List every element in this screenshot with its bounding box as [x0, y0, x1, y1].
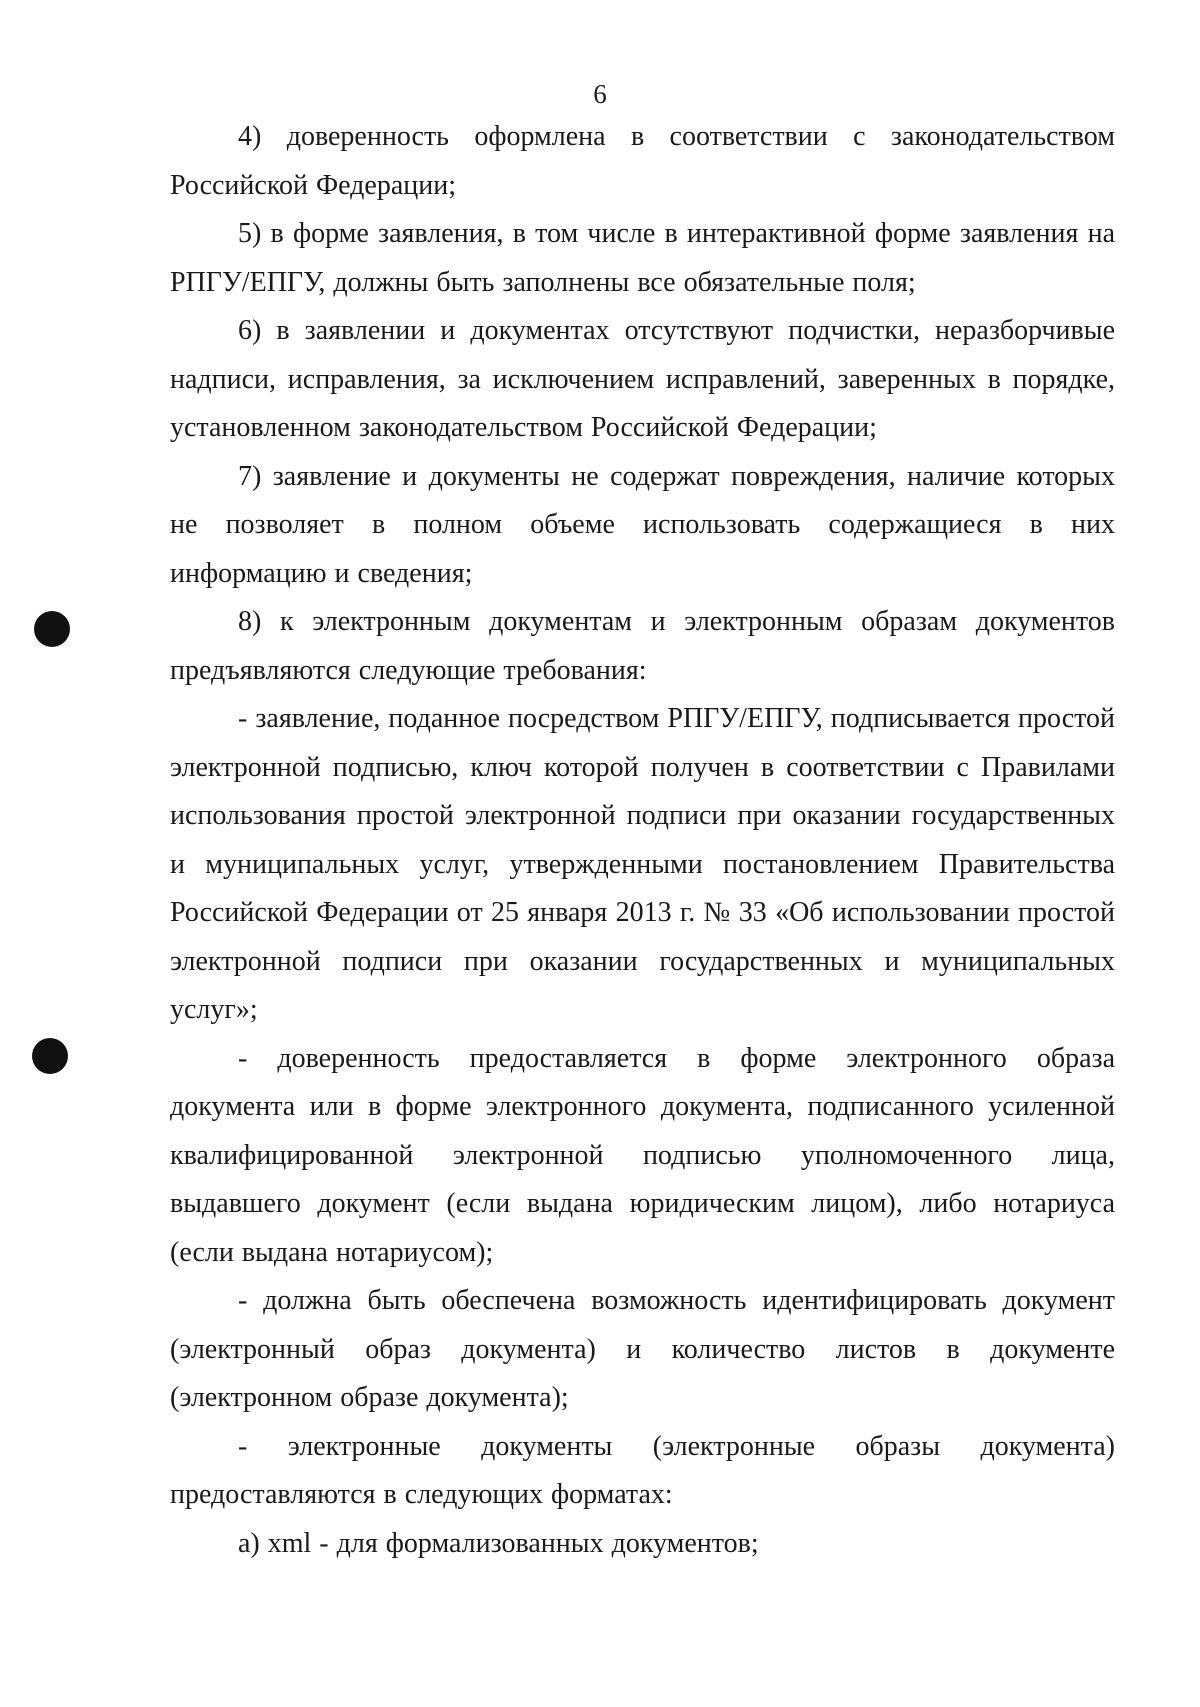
- paragraph-item-8: 8) к электронным документам и электронным образам документов предъявляются следующие требования:: [170, 606, 1115, 686]
- page-number: 6: [593, 79, 607, 109]
- paragraph-item-4: 4) доверенность оформлена в соответствии с законодательством Российской Федерации;: [170, 121, 1115, 201]
- requirement-power-of-attorney: - доверенность предоставляется в форме электронного образа документа или в форме электронного документа, подписанного усиленной квалифицированной электронной подписью уполномоченного лица, выдавшего документ (если выдана юридическим лицом), либо нотариуса (если выдана нотариусом);: [170, 1042, 1115, 1268]
- binder-hole-mark: [32, 1038, 68, 1074]
- document-body: [170, 113, 1115, 1568]
- paragraph-item-6: 6) в заявлении и документах отсутствуют подчистки, неразборчивые надписи, исправления, за исключением исправлений, заверенных в порядке, установленном законодательством Российской Федерации;: [170, 315, 1115, 443]
- binder-hole-mark: [34, 611, 70, 647]
- requirement-signature: - заявление, поданное посредством РПГУ/ЕПГУ, подписывается простой электронной подписью, ключ которой получен в соответствии с Правилами использования простой электронной подписи при оказании государственных и муниципальных услуг, утвержденными постановлением Правительства Российской Федерации от 25 января 2013 г. № 33 «Об использовании простой электронной подписи при оказании государственных и муниципальных услуг»;: [170, 703, 1115, 1025]
- paragraph-item-7: 7) заявление и документы не содержат повреждения, наличие которых не позволяет в полном объеме использовать содержащиеся в них информацию и сведения;: [170, 460, 1115, 589]
- paragraph-item-5: 5) в форме заявления, в том числе в интерактивной форме заявления на РПГУ/ЕПГУ, должны быть заполнены все обязательные поля;: [170, 218, 1115, 298]
- requirement-identification: - должна быть обеспечена возможность идентифицировать документ (электронный образ документа) и количество листов в документе (электронном образе документа);: [170, 1285, 1115, 1413]
- requirement-formats: - электронные документы (электронные образы документа) предоставляются в следующих форматах:: [170, 1430, 1115, 1510]
- format-item-a: а) xml - для формализованных документов;: [238, 1527, 759, 1559]
